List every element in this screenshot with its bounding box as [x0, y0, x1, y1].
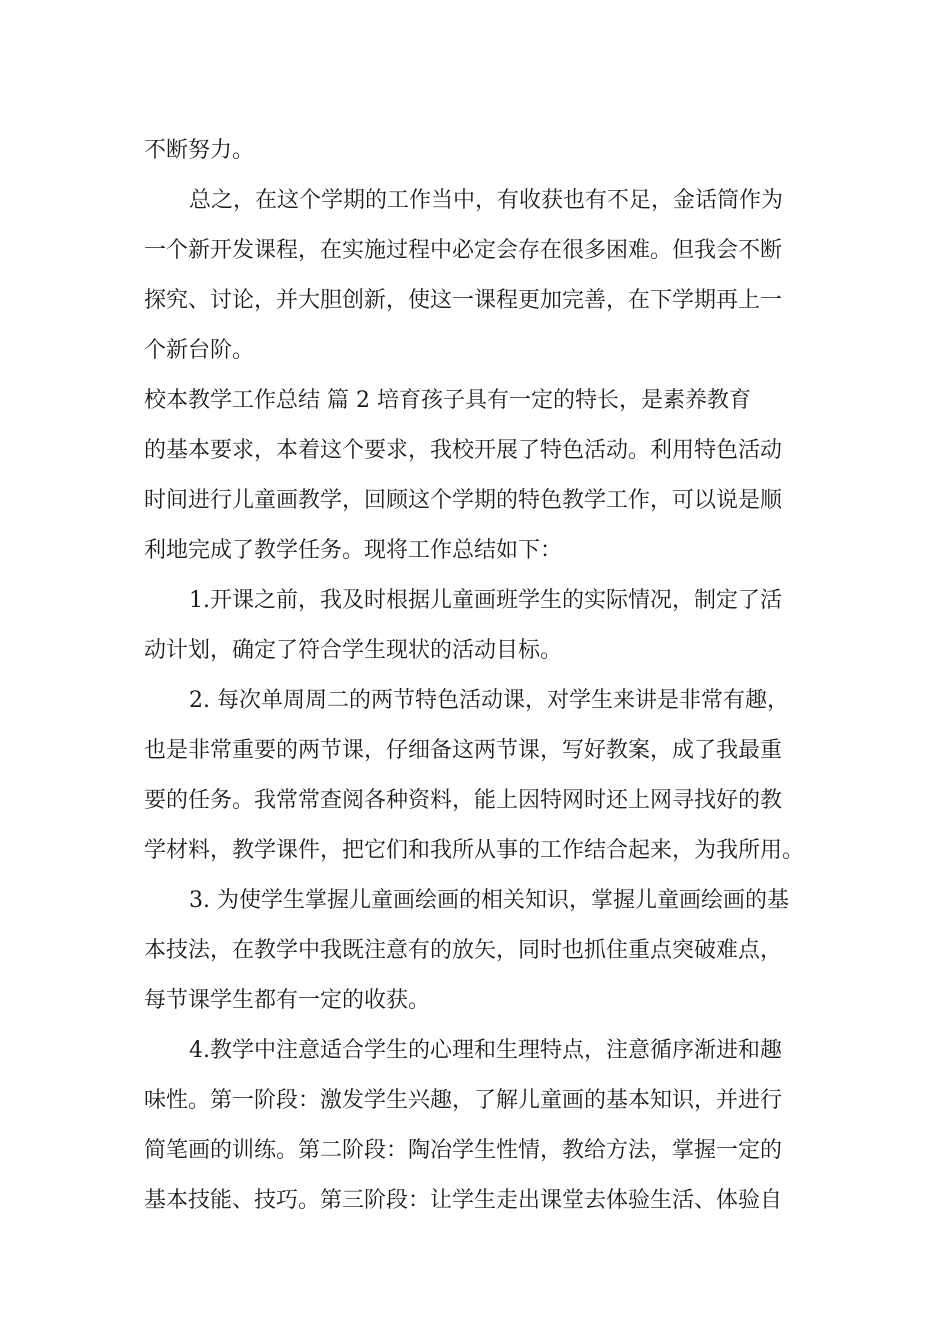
text-line: 利地完成了教学任务。现将工作总结如下： — [144, 538, 563, 563]
list-item-line: 2. 每次单周周二的两节特色活动课，对学生来讲是非常有趣， — [189, 688, 789, 713]
text-line: 学材料，教学课件，把它们和我所从事的工作结合起来，为我所用。 — [144, 838, 805, 863]
text-line: 本技法，在教学中我既注意有的放矢，同时也抓住重点突破难点， — [144, 938, 783, 963]
text-line: 的基本要求，本着这个要求，我校开展了特色活动。利用特色活动 — [144, 438, 783, 463]
text-line: 探究、讨论，并大胆创新，使这一课程更加完善，在下学期再上一 — [144, 288, 783, 313]
text-line: 个新台阶。 — [144, 338, 255, 363]
text-line: 一个新开发课程，在实施过程中必定会存在很多困难。但我会不断 — [144, 238, 783, 263]
text-line: 要的任务。我常常查阅各种资料，能上因特网时还上网寻找好的教 — [144, 788, 783, 813]
text-line: 不断努力。 — [144, 138, 255, 163]
text-line: 动计划，确定了符合学生现状的活动目标。 — [144, 638, 563, 663]
text-line: 基本技能、技巧。第三阶段：让学生走出课堂去体验生活、体验自 — [144, 1188, 783, 1213]
text-line: 每节课学生都有一定的收获。 — [144, 988, 431, 1013]
text-line: 味性。第一阶段：激发学生兴趣，了解儿童画的基本知识，并进行 — [144, 1088, 783, 1113]
list-item-line: 1.开课之前，我及时根据儿童画班学生的实际情况，制定了活 — [189, 588, 782, 613]
text-line: 时间进行儿童画教学，回顾这个学期的特色教学工作，可以说是顺 — [144, 488, 783, 513]
section-heading-line: 校本教学工作总结 篇 2 培育孩子具有一定的特长，是素养教育 — [144, 388, 751, 413]
text-line: 也是非常重要的两节课，仔细备这两节课，写好教案，成了我最重 — [144, 738, 783, 763]
list-item-line: 3. 为使学生掌握儿童画绘画的相关知识，掌握儿童画绘画的基 — [189, 888, 789, 913]
list-item-line: 4.教学中注意适合学生的心理和生理特点，注意循序渐进和趣 — [189, 1038, 782, 1063]
text-line: 总之，在这个学期的工作当中，有收获也有不足，金话筒作为 — [189, 188, 784, 213]
text-line: 简笔画的训练。第二阶段：陶冶学生性情，教给方法，掌握一定的 — [144, 1138, 783, 1163]
